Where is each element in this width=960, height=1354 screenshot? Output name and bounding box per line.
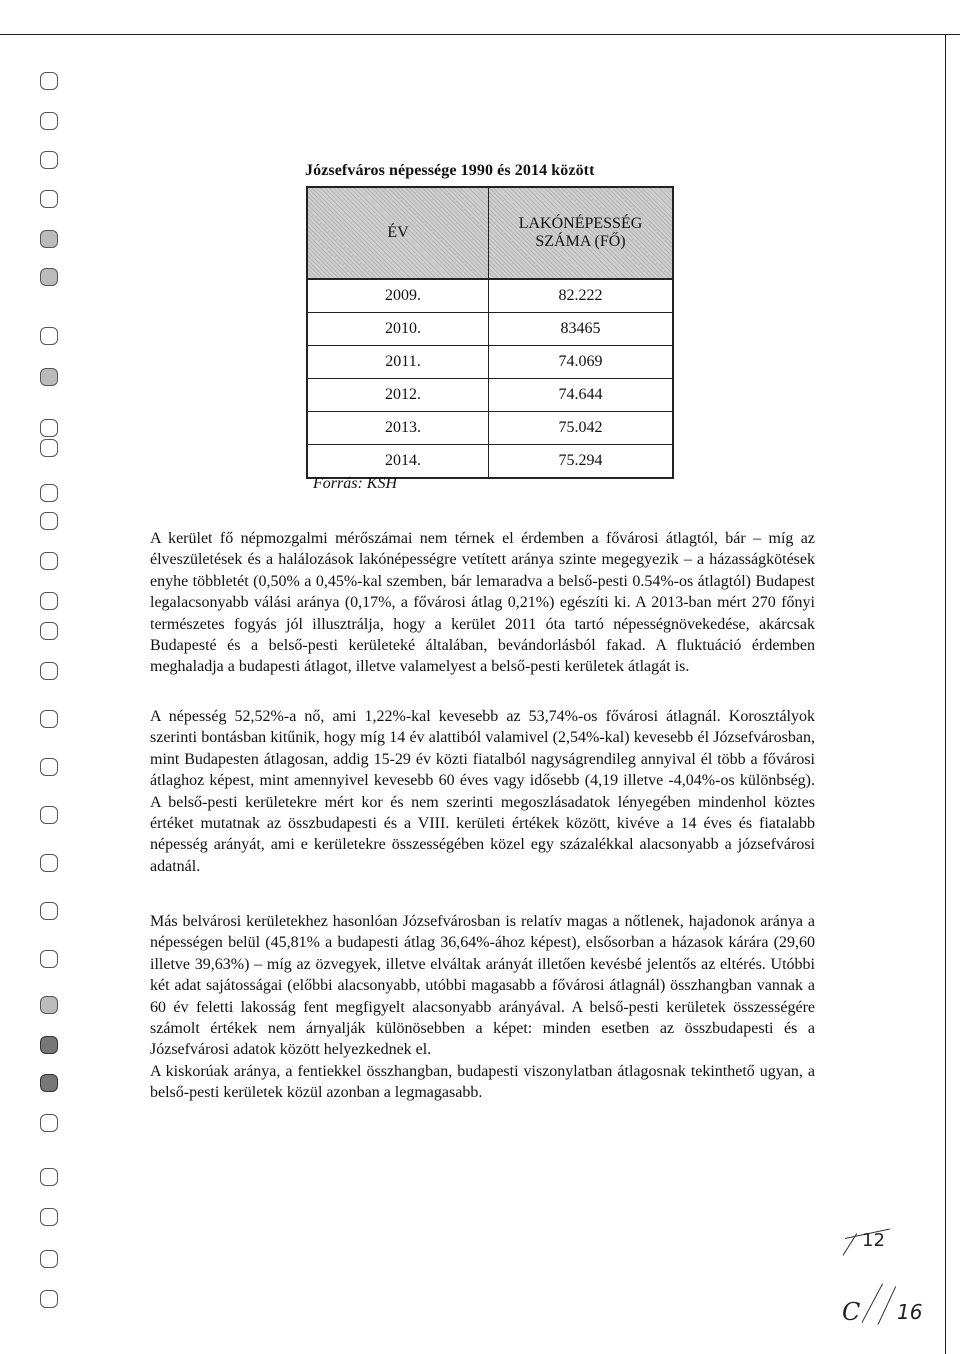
binder-hole (40, 1168, 58, 1186)
table-row (307, 445, 673, 479)
column-header-population: LAKÓNÉPESSÉG SZÁMA (FŐ) (489, 187, 674, 279)
table-cell-year: 2011. (307, 346, 489, 379)
binder-hole (40, 268, 58, 286)
binder-hole (40, 1074, 58, 1092)
binder-hole (40, 622, 58, 640)
table-cell-year: 2009. (307, 279, 489, 313)
table-cell-population: 75.042 (489, 412, 674, 445)
column-header-year: ÉV (307, 187, 489, 279)
binder-hole (40, 419, 58, 437)
table-row (307, 346, 673, 379)
binder-hole (40, 484, 58, 502)
binder-hole (40, 512, 58, 530)
table-cell-year: 2014. (307, 445, 489, 479)
handwritten-stroke (878, 1286, 897, 1324)
binder-hole (40, 806, 58, 824)
table-header-row (307, 187, 673, 279)
binder-hole (40, 996, 58, 1014)
binder-hole (40, 592, 58, 610)
binder-hole (40, 230, 58, 248)
document-title: Józsefváros népessége 1990 és 2014 között (305, 162, 595, 179)
binder-hole (40, 72, 58, 90)
table-row (307, 313, 673, 346)
binder-hole (40, 758, 58, 776)
binder-hole (40, 1114, 58, 1132)
page-frame-top-line (0, 34, 960, 35)
paragraph-marital-status (150, 911, 815, 1104)
binder-hole (40, 854, 58, 872)
binder-hole (40, 1208, 58, 1226)
paragraph-text: A kerület fő népmozgalmi mérőszámai nem térnek el érdemben a fővárosi átlagtól, bár – míg az élveszületések és a halálozások lakónépességre vetített aránya szinte megegyezik – a házasságkötések enyhe többletét (0,50% a 0,45%-kal szemben, bár lemaradva a belső-pesti 0.54%-os átlagtól) Budapest legalacsonyabb válási aránya (0,17%, a fővárosi átlag 0,21%) egészíti ki. A 2013-ban mért 270 főnyi természetes fogyás jól illusztrálja, hogy a kerület 2011 óta tartó népességnövekedése, akárcsak Budapesté és a belső-pesti kerületeké általában, bevándorlásból fakad. A fluktuáció érdemben meghaladja a budapesti átlagot, illetve valamelyest a belső-pesti kerületek átlagát is. (150, 530, 815, 676)
binder-hole (40, 552, 58, 570)
binder-hole (40, 1290, 58, 1308)
binder-holes (40, 72, 66, 1322)
binder-hole (40, 1250, 58, 1268)
table-cell-year: 2012. (307, 379, 489, 412)
population-table (306, 186, 674, 479)
binder-hole (40, 439, 58, 457)
binder-hole (40, 1036, 58, 1054)
page-number-mark: 12 (862, 1230, 885, 1251)
table-row (307, 412, 673, 445)
binder-hole (40, 710, 58, 728)
paragraph-text: A népesség 52,52%-a nő, ami 1,22%-kal kevesebb az 53,74%-os fővárosi átlagnál. Korosztályok szerinti bontásban kitűnik, hogy míg 14 év alattiból valamivel (2,54%-kal) kevesebb él Józsefvárosban, mint Budapesten átlagosan, addig 15-29 év közti fiatalból nagyságrendileg annyival él több a fővárosi átlaghoz képest, mint amennyivel kevesebb 60 éves vagy idősebb (4,19 illetve -4,04%-os különbség). A belső-pesti kerületekre mért kor és nem szerinti megoszlásadatok lényegében mindenhol köztes értéket mutatnak az összbudapesti és a VIII. kerületi értékek között, kivéve a 14 éves és fiatalabb népesség arányát, ami e kerületekre összességében közel egy százalékkal alacsonyabb a józsefvárosi adatnál. (150, 708, 815, 875)
table-cell-population: 74.644 (489, 379, 674, 412)
table-row (307, 379, 673, 412)
table-cell-population: 74.069 (489, 346, 674, 379)
paragraph-text: Más belvárosi kerületekhez hasonlóan Józsefvárosban is relatív magas a nőtlenek, hajadonok aránya a népességen belül (45,81% a budapesti átlag 36,64%-ához képest), elsősorban a házasok kárára (29,60 illetve 39,63%) – míg az özvegyek, illetve elváltak arányát illetően kevésbé jelentős az eltérés. Utóbbi két adat sajátosságai (előbbi alacsonyabb, utóbbi magasabb a fővárosi átlagnál) összhangban vannak a 60 év feletti lakosság fent megfigyelt alacsonyabb arányával. A belső-pesti kerületek összességére számolt értékek nem árnyalják különösebben a képet: minden esetben az összbudapesti és a Józsefvárosi adatok között helyezkednek el. (150, 913, 815, 1059)
binder-hole (40, 327, 58, 345)
table-cell-year: 2013. (307, 412, 489, 445)
handwritten-initial: C (842, 1298, 861, 1326)
binder-hole (40, 151, 58, 169)
binder-hole (40, 662, 58, 680)
table-cell-year: 2010. (307, 313, 489, 346)
table-cell-population: 75.294 (489, 445, 674, 479)
table-source: Forrás: KSH (313, 475, 398, 492)
table-cell-population: 82.222 (489, 279, 674, 313)
page-number-mark: 16 (897, 1300, 923, 1324)
page-frame-right-line (945, 34, 946, 1354)
paragraph-vital-statistics (150, 528, 815, 678)
binder-hole (40, 902, 58, 920)
binder-hole (40, 368, 58, 386)
binder-hole (40, 950, 58, 968)
paragraph-age-gender (150, 706, 815, 877)
paragraph-text: A kiskorúak aránya, a fentiekkel összhangban, budapesti viszonylatban átlagosnak tekinthető ugyan, a belső-pesti kerületek közül azonban a legmagasabb. (150, 1062, 815, 1102)
table-cell-population: 83465 (489, 313, 674, 346)
binder-hole (40, 190, 58, 208)
table-row (307, 279, 673, 313)
binder-hole (40, 112, 58, 130)
